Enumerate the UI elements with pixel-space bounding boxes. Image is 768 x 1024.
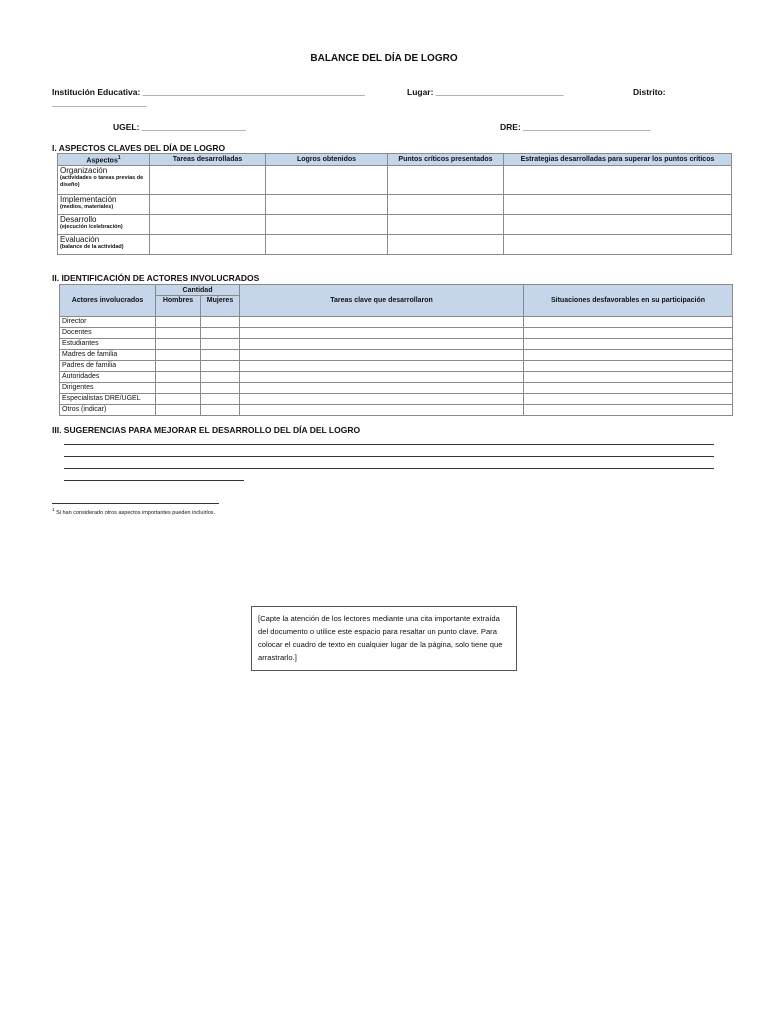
table-cell[interactable] — [388, 235, 504, 255]
actor-name: Estudiantes — [60, 339, 156, 350]
table-cell[interactable] — [201, 317, 240, 328]
table-row — [60, 317, 733, 328]
actor-name: Docentes — [60, 328, 156, 339]
header-mujeres: Mujeres — [201, 296, 240, 317]
table-cell[interactable] — [156, 383, 201, 394]
header-actores: Actores involucrados — [60, 285, 156, 317]
table-cell[interactable] — [156, 317, 201, 328]
table-row — [58, 195, 732, 215]
table-cell[interactable] — [524, 383, 733, 394]
table-row — [60, 394, 733, 405]
header-tareas-clave: Tareas clave que desarrollaron — [240, 285, 524, 317]
table-cell[interactable] — [388, 166, 504, 195]
table-cell[interactable] — [504, 235, 732, 255]
document-title: BALANCE DEL DÍA DE LOGRO — [310, 53, 458, 64]
header-hombres: Hombres — [156, 296, 201, 317]
table-cell[interactable] — [150, 235, 266, 255]
table-cell[interactable] — [201, 350, 240, 361]
actor-name: Director — [60, 317, 156, 328]
table-cell[interactable] — [240, 339, 524, 350]
table-row — [58, 166, 732, 195]
actor-name: Otros (indicar) — [60, 405, 156, 416]
distrito-field[interactable]: ____________________ — [52, 98, 147, 108]
table-cell[interactable] — [240, 328, 524, 339]
header-cantidad: Cantidad — [156, 285, 240, 296]
aspects-table — [57, 153, 732, 255]
table-cell[interactable] — [388, 215, 504, 235]
header-logros: Logros obtenidos — [266, 154, 388, 166]
table-row — [60, 405, 733, 416]
table-cell[interactable] — [524, 405, 733, 416]
table-row — [58, 215, 732, 235]
table-cell[interactable] — [240, 405, 524, 416]
table-cell[interactable] — [201, 328, 240, 339]
table-cell[interactable] — [524, 339, 733, 350]
footnote — [52, 507, 215, 516]
table-row — [60, 383, 733, 394]
table-cell[interactable] — [156, 350, 201, 361]
table-row — [60, 372, 733, 383]
aspect-sub: (balance de la actividad) — [60, 244, 124, 251]
table-cell[interactable] — [240, 372, 524, 383]
actor-name: Especialistas DRE/UGEL — [60, 394, 156, 405]
actor-name: Madres de familia — [60, 350, 156, 361]
distrito-label: Distrito: — [633, 87, 666, 97]
table-row — [60, 361, 733, 372]
suggestion-line[interactable] — [64, 456, 714, 457]
header-situaciones: Situaciones desfavorables en su participación — [524, 285, 733, 317]
aspect-sub: (ejecución /celebración) — [60, 224, 123, 231]
footnote-separator — [52, 503, 219, 504]
table-cell[interactable] — [156, 339, 201, 350]
table-cell[interactable] — [150, 195, 266, 215]
table-cell[interactable] — [266, 215, 388, 235]
suggestion-line[interactable] — [64, 480, 244, 481]
table-cell[interactable] — [201, 361, 240, 372]
footnote-text: Si han considerado otros aspectos importantes pueden incluirlos. — [56, 509, 216, 516]
table-cell[interactable] — [524, 328, 733, 339]
table-cell[interactable] — [524, 350, 733, 361]
aspect-name: Desarrollo — [60, 215, 97, 225]
table-cell[interactable] — [156, 328, 201, 339]
table-row — [60, 350, 733, 361]
table-cell[interactable] — [150, 166, 266, 195]
table-cell[interactable] — [524, 361, 733, 372]
aspect-name: Organización — [60, 166, 108, 176]
table-cell[interactable] — [201, 339, 240, 350]
table-cell[interactable] — [524, 372, 733, 383]
table-cell[interactable] — [266, 235, 388, 255]
aspect-sub: (actividades o tareas previas de diseño) — [60, 175, 144, 189]
aspect-name: Evaluación — [60, 235, 100, 245]
suggestion-line[interactable] — [64, 468, 714, 469]
table-cell[interactable] — [240, 361, 524, 372]
aspect-sub: (medios, materiales) — [60, 204, 114, 211]
table-row — [58, 235, 732, 255]
section2-title: II. IDENTIFICACIÓN DE ACTORES INVOLUCRADOS — [52, 273, 260, 283]
table-cell[interactable] — [156, 361, 201, 372]
table-cell[interactable] — [201, 383, 240, 394]
table-cell[interactable] — [201, 372, 240, 383]
actor-name: Padres de familia — [60, 361, 156, 372]
table-row — [60, 328, 733, 339]
table-cell[interactable] — [156, 394, 201, 405]
header-puntos: Puntos críticos presentados — [388, 154, 504, 166]
table-cell[interactable] — [524, 317, 733, 328]
footnote-number: 1 — [52, 507, 55, 512]
suggestion-line[interactable] — [64, 444, 714, 445]
table-cell[interactable] — [201, 405, 240, 416]
section1-title: I. ASPECTOS CLAVES DEL DÍA DE LOGRO — [52, 143, 226, 153]
table-cell[interactable] — [524, 394, 733, 405]
table-cell[interactable] — [240, 350, 524, 361]
table-cell[interactable] — [150, 215, 266, 235]
actors-table — [59, 284, 733, 416]
actor-name: Autoridades — [60, 372, 156, 383]
table-cell[interactable] — [504, 166, 732, 195]
header-aspectos: Aspectos$^1$ — [58, 154, 150, 166]
table-cell[interactable] — [504, 195, 732, 215]
header-tareas: Tareas desarrolladas — [150, 154, 266, 166]
lugar-field[interactable]: Lugar: ___________________________ — [407, 87, 564, 97]
actor-name: Dirigentes — [60, 383, 156, 394]
aspect-name: Implementación — [60, 195, 117, 205]
table-cell[interactable] — [266, 166, 388, 195]
ugel-field[interactable]: UGEL: ______________________ — [113, 122, 246, 132]
table-cell[interactable] — [156, 372, 201, 383]
table-cell[interactable] — [240, 317, 524, 328]
dre-field[interactable]: DRE: ___________________________ — [500, 122, 651, 132]
table-cell[interactable] — [240, 383, 524, 394]
table-cell[interactable] — [201, 394, 240, 405]
pull-quote-textbox[interactable]: [Capte la atención de los lectores mediante una cita importante extraída del documento o utilice este espacio para resaltar un punto clave. Para colocar el cuadro de texto en cualquier lugar de la página, solo tiene que arrastrarlo.] — [251, 606, 517, 671]
table-cell[interactable] — [156, 405, 201, 416]
institucion-field[interactable]: Institución Educativa: _______________________________________________ — [52, 87, 365, 97]
table-row — [60, 339, 733, 350]
table-cell[interactable] — [388, 195, 504, 215]
table-cell[interactable] — [266, 195, 388, 215]
table-cell[interactable] — [240, 394, 524, 405]
header-estrategias: Estrategias desarrolladas para superar los puntos críticos — [504, 154, 732, 166]
section3-title: III. SUGERENCIAS PARA MEJORAR EL DESARROLLO DEL DÍA DEL LOGRO — [52, 425, 361, 435]
table-cell[interactable] — [504, 215, 732, 235]
